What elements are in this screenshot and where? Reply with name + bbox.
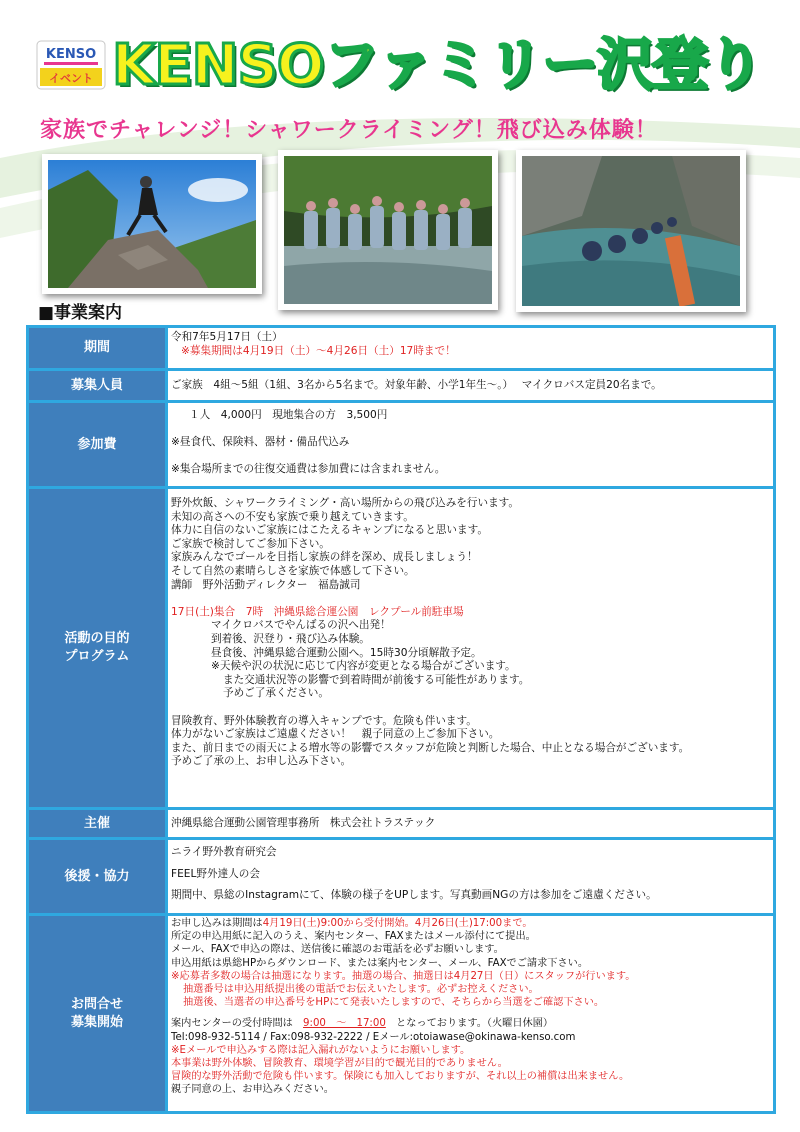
schedule-note: ※天候や沢の状況に応じて内容が変更となる場合がございます。 — [211, 660, 516, 673]
label-period: 期間 — [29, 328, 168, 368]
svg-text:KENSO: KENSO — [45, 47, 97, 62]
label-fee: 参加費 — [29, 403, 168, 486]
support-org: ニライ野外教育研究会 — [171, 846, 277, 858]
row-fee — [29, 400, 773, 486]
label-program — [29, 489, 168, 807]
period-recruit: ※募集期間は4月19日（土）～4月26日（土）17時まで！ — [181, 344, 456, 357]
label-capacity: 募集人員 — [29, 371, 168, 400]
program-notice: 体力がないご家族はご遠慮ください！ 親子同意の上ご参加下さい。 — [171, 728, 500, 741]
program-text: 野外炊飯、シャワークライミング・高い場所からの飛び込みを行います。 — [171, 497, 520, 509]
period-date: 令和7年5月17日（土） — [171, 331, 283, 343]
program-text: ご家族で検討してご参加下さい。 — [171, 537, 330, 550]
contact-details: Tel:098-932-5114 / Fax:098-932-2222 / Eメール:otoiawase@okinawa-kenso.com — [171, 1031, 576, 1043]
program-text: 体力に自信のないご家族にはこたえるキャンプになると思います。 — [171, 524, 488, 537]
contact-lottery: 抽選番号は申込用紙提出後の電話でお伝えいたします。必ずお控えください。 — [183, 984, 539, 996]
program-notice: 冒険教育、野外体験教育の導入キャンプです。危険も伴います。 — [171, 714, 477, 727]
schedule-item: 到着後、沢登り・飛び込み体験。 — [211, 632, 370, 645]
schedule-item: 昼食後、沖縄県総合運動公園へ。15時30分頃解散予定。 — [211, 646, 482, 659]
row-contact — [29, 913, 773, 1111]
fee-excludes: ※集合場所までの往復交通費は参加費には含まれません。 — [171, 463, 446, 476]
svg-text:イベント: イベント — [49, 72, 93, 85]
contact-lottery: ※応募者多数の場合は抽選になります。抽選の場合、抽選日は4月27日（日）にスタッフが行います。 — [171, 970, 636, 982]
label-program-line2: プログラム — [64, 649, 130, 664]
label-contact-line1: お問合せ — [70, 996, 123, 1012]
schedule-meetup: 17日(土)集合 7時 沖縄県総合運公園 レクプール前駐車場 — [171, 605, 464, 618]
page-subtitle: 家族でチャレンジ！シャワークライミング！飛び込み体験！ — [40, 118, 658, 143]
label-contact — [29, 916, 168, 1111]
contact-text: 所定の申込用紙に記入のうえ、案内センター、FAXまたはメール添付にて提出。 — [171, 931, 536, 943]
content-fee — [168, 403, 773, 486]
schedule-item: マイクロバスでやんばるの沢へ出発！ — [211, 619, 391, 632]
program-notice: また、前日までの雨天による増水等の影響でスタッフが危険と判断した場合、中止となる場合がございます。 — [171, 741, 690, 754]
row-program — [29, 486, 773, 807]
label-contact-line2: 募集開始 — [70, 1014, 123, 1030]
contact-warning: ※Eメールで申込みする際は記入漏れがないようにお願いします。 — [171, 1044, 471, 1056]
contact-consent: 親子同意の上、お申込みください。 — [171, 1084, 334, 1096]
contact-lottery: 抽選後、当選者の申込番号をHPにて発表いたしますので、そちらから当選をご確認下さい。 — [183, 997, 605, 1009]
contact-warning: 本事業は野外体験、冒険教育、環境学習が目的で観光目的でありません。 — [171, 1058, 508, 1070]
photo-climbing-rock — [42, 154, 262, 294]
photo-family-in-water — [516, 150, 746, 312]
content-capacity — [168, 371, 773, 400]
kenso-logo — [36, 40, 106, 90]
page-title: KENSOファミリー沢登り — [112, 33, 763, 98]
section-heading: ■事業案内 — [38, 303, 123, 323]
contact-warning: 冒険的な野外活動で危険も伴います。保険にも加入しておりますが、それ以上の補償は出来ません。 — [171, 1071, 630, 1083]
organizer-text: 沖縄県総合運動公園管理事務所 株式会社トラステック — [171, 817, 436, 830]
program-text: 家族みんなでゴールを目指し家族の絆を深め、成長しましょう！ — [171, 551, 478, 564]
label-program-line1: 活動の目的 — [64, 631, 130, 646]
content-contact — [168, 916, 773, 1111]
row-organizer — [29, 807, 773, 837]
content-organizer — [168, 810, 773, 837]
label-support: 後援・協力 — [29, 840, 168, 913]
program-instructor: 講師 野外活動ディレクター 福島誠司 — [171, 578, 361, 591]
program-notice: 予めご了承の上、お申し込み下さい。 — [171, 755, 352, 768]
fee-amount: １人 4,000円 現地集合の方 3,500円 — [189, 409, 388, 421]
row-capacity — [29, 368, 773, 400]
schedule-note: また交通状況等の影響で到着時間が前後する可能性があります。 — [223, 673, 530, 686]
capacity-text: ご家族 4組～5組（1組、3名から5名まで。対象年齢、小学1年生～。） マイクロバス定員20名まで。 — [171, 379, 662, 392]
content-program — [168, 489, 773, 807]
contact-hours: 案内センターの受付時間は 9:00 ～ 17:00 となっております。（火曜日休園） — [171, 1018, 554, 1030]
photo-group-in-river — [278, 150, 498, 310]
contact-text: 申込用紙は県総HPからダウンロード、または案内センター、メール、FAXでご請求下さい。 — [171, 957, 589, 969]
program-text: 未知の高さへの不安も家族で乗り越えていきます。 — [171, 510, 414, 523]
contact-period: お申し込みは期間は4月19日(土)9:00から受付開始。4月26日(土)17:00まで。 — [171, 918, 533, 929]
content-period — [168, 328, 773, 368]
support-org: FEEL野外達人の会 — [171, 867, 260, 880]
content-support — [168, 840, 773, 913]
info-table — [26, 325, 776, 1114]
schedule-note: 予めご了承ください。 — [223, 687, 329, 700]
row-period — [29, 328, 773, 368]
support-instagram-note: 期間中、県総のInstagramにて、体験の様子をUPします。写真動画NGの方は参加をご遠慮ください。 — [171, 889, 657, 902]
program-text: そして自然の素晴らしさを家族で体感して下さい。 — [171, 564, 415, 577]
fee-includes: ※昼食代、保険料、器材・備品代込み — [171, 436, 350, 449]
row-support — [29, 837, 773, 913]
label-organizer: 主催 — [29, 810, 168, 837]
contact-text: メール、FAXで申込の際は、送信後に確認のお電話を必ずお願いします。 — [171, 944, 504, 956]
